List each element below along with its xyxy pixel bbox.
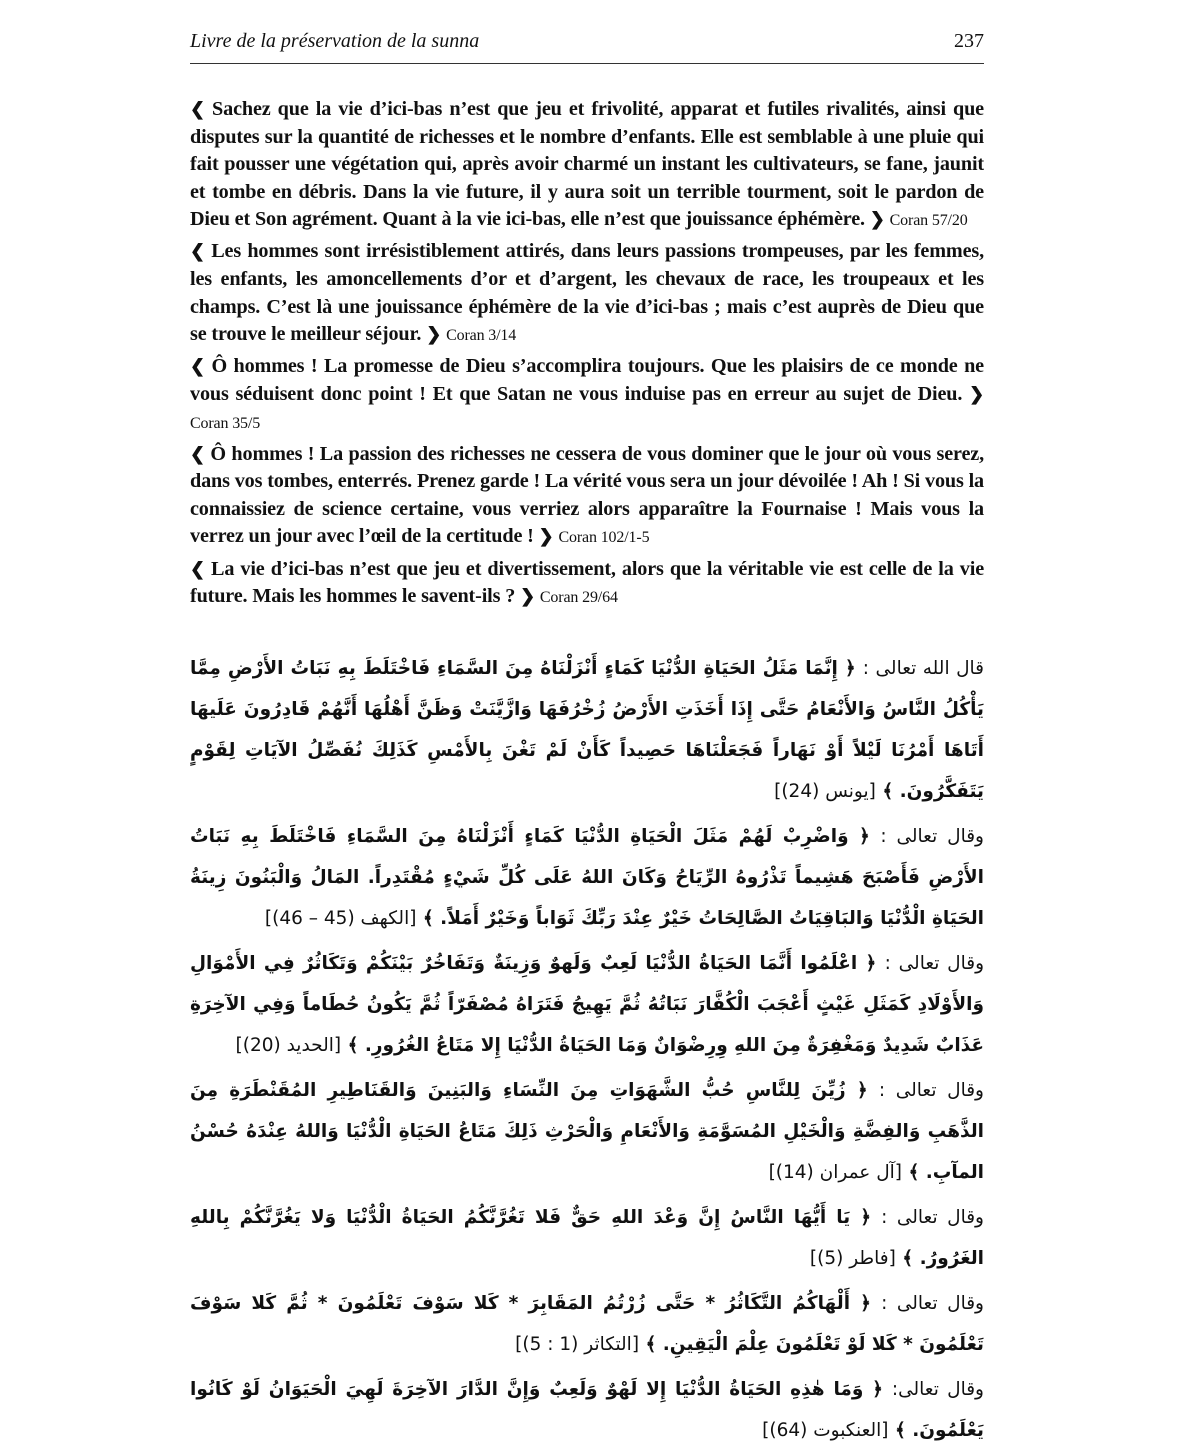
verse-reference: Coran 35/5 <box>190 414 261 432</box>
verse-text: ﴿ وَاضْرِبْ لَهُمْ مَثَلَ الْحَيَاةِ الدُّنْيَا كَمَاءٍ أَنْزَلْنَاهُ مِنَ السَّمَاءِ فَاخْتَلَطَ بِهِ نَبَاتُ الأَرْضِ فَأَصْبَحَ هَشِيماً تَذْرُوهُ الرِّيَاحُ وَكَانَ اللهُ عَلَى كُلِّ شَيْءٍ مُقْتَدِراً. المَالُ وَالْبَنُونَ زِينَةُ الحَيَاةِ الْدُّنْيَا وَالبَاقِيَاتُ الصَّالِحَاتُ خَيْرٌ عِنْدَ رَبِّكَ ثَوَاباً وَخَيْرٌ أَمَلاً. ﴾ <box>190 826 984 929</box>
close-bracket-icon: ❯ <box>426 324 442 345</box>
arabic-verse <box>190 816 984 939</box>
verse-text: ﴿ زُيِّنَ لِلنَّاسِ حُبُّ الشَّهَوَاتِ مِنَ النِّسَاءِ وَالبَنِينَ وَالقَنَاطِيرِ المُقَنْطَرَةِ مِنَ الذَّهَبِ وَالفِضَّةِ وَالْخَيْلِ المُسَوَّمَةِ وَالأَنْعَامِ وَالْحَرْثِ ذَلِكَ مَتَاعُ الحَيَاةِ الْدُّنْيَا وَاللهُ عِنْدَهُ حُسْنُ المآبِ. ﴾ <box>190 1080 984 1183</box>
close-bracket-icon: ❯ <box>869 209 885 230</box>
french-verse <box>190 556 984 612</box>
verse-intro: وقال تعالى : <box>878 1080 984 1101</box>
arabic-verse <box>190 1070 984 1193</box>
verse-intro: وقال تعالى : <box>880 826 984 847</box>
open-bracket-icon: ❮ <box>190 356 205 377</box>
french-verse <box>190 353 984 437</box>
verse-source: [العنكبوت (64)] <box>762 1420 889 1441</box>
running-header <box>190 30 984 60</box>
open-bracket-icon: ❮ <box>190 99 205 119</box>
verse-text: La vie d’ici-bas n’est que jeu et divertissement, alors que la véritable vie est celle de la vie future. Mais les hommes le savent-ils ? <box>190 557 984 608</box>
verse-text: ﴿ أَلْهَاكُمُ التَّكَاثُرُ * حَتَّى زُرْتُمُ المَقَابِرَ * كَلا سَوْفَ تَعْلَمُونَ * ثُمَّ كَلا سَوْفَ تَعْلَمُونَ * كَلا لَوْ تَعْلَمُونَ عِلْمَ الْيَقِينِ. ﴾ <box>190 1293 984 1355</box>
verse-text: Ô hommes ! La promesse de Dieu s’accomplira toujours. Que les plaisirs de ce monde ne vous séduisent donc point ! Et que Satan ne vous induise pas en erreur au sujet de Dieu. <box>190 355 984 405</box>
verse-text: Les hommes sont irrésistiblement attirés, dans leurs passions trompeuses, par les femmes, les enfants, les amoncellements d’or et d’argent, les chevaux de race, les troupeaux et les champs. C’est là une jouissance éphémère de la vie d’ici-bas ; mais c’est auprès de Dieu que se trouve le meilleur séjour. <box>190 240 984 346</box>
verse-reference: Coran 3/14 <box>446 327 517 345</box>
verse-text: ﴿ اعْلَمُوا أَنَّمَا الحَيَاةُ الدُّنْيَا لَعِبٌ وَلَهوٌ وَزِينَةٌ وَتَفَاخُرٌ بَيْنَكُمْ وَتَكَاثُرٌ فِي الأَمْوَالِ وَالأَوْلَادِ كَمَثَلِ غَيْثٍ أَعْجَبَ الْكُفَّارَ نَبَاتُهُ ثُمَّ يَهِيجُ فَتَرَاهُ مُصْفَرّاً ثُمَّ يَكُونُ حُطَاماً وَفِي الآخِرَةِ عَذَابٌ شَدِيدٌ وَمَغْفِرَةٌ مِنَ اللهِ وِرِضْوَانٌ وَمَا الحَيَاةُ الدُّنْيَا إِلا مَتَاعُ الغُرُورِ. ﴾ <box>190 953 984 1056</box>
arabic-verse <box>190 1283 984 1365</box>
french-verse <box>190 96 984 235</box>
close-bracket-icon: ❯ <box>538 526 554 547</box>
verse-reference: Coran 57/20 <box>889 212 968 230</box>
verse-intro: وقال تعالى : <box>881 1293 984 1314</box>
verse-intro: قال الله تعالى : <box>862 658 984 679</box>
open-bracket-icon: ❮ <box>190 443 205 464</box>
open-bracket-icon: ❮ <box>190 241 205 262</box>
verse-intro: وقال تعالى: <box>891 1379 984 1400</box>
close-bracket-icon: ❯ <box>520 586 535 607</box>
arabic-verses-block <box>190 648 984 1455</box>
verse-text: Sachez que la vie d’ici-bas n’est que jeu et frivolité, apparat et futiles rivalités, ainsi que disputes sur la quantité de richesses et le nombre d’enfants. Elle est semblable à une pluie qui fait pousser une végétation qui, après avoir charmé un instant les cultivateurs, se fane, jaunit et tombe en débris. Dans la vie future, il y aura soit un terrible tourment, soit le pardon de Dieu et Son agrément. Quant à la vie ici-bas, elle n’est que jouissance éphémère. <box>190 98 984 231</box>
close-bracket-icon: ❯ <box>969 383 984 404</box>
arabic-verse <box>190 1369 984 1451</box>
french-translation-block <box>190 96 984 615</box>
arabic-verse <box>190 943 984 1066</box>
verse-source: [فاطر (5)] <box>809 1248 896 1269</box>
verse-source: [آل عمران (14)] <box>768 1162 902 1183</box>
verse-reference: Coran 29/64 <box>539 589 618 607</box>
verse-text: Ô hommes ! La passion des richesses ne cessera de vous dominer que le jour où vous serez, dans vos tombes, enterrés. Prenez garde ! La vérité vous sera un jour dévoilée ! Ah ! Si vous la connaissiez de science certaine, vous verriez alors apparaître la Fournaise ! Mais vous la verrez un jour avec l’œil de la certitude ! <box>190 442 984 548</box>
arabic-verse <box>190 648 984 812</box>
verse-reference: Coran 102/1-5 <box>558 529 650 547</box>
verse-intro: وقال تعالى : <box>881 1207 984 1228</box>
page-number: 237 <box>954 30 984 52</box>
verse-text: ﴿ وَمَا هٰذِهِ الحَيَاةُ الدُّنْيَا إِلا لَهْوٌ وَلَعِبٌ وَإِنَّ الدَّارَ الآخِرَةَ لَهِيَ الْحَيَوَانُ لَوْ كَانُوا يَعْلَمُونَ. ﴾ <box>190 1379 984 1441</box>
arabic-verse <box>190 1197 984 1279</box>
verse-source: [يونس (24)] <box>774 781 876 802</box>
french-verse <box>190 238 984 349</box>
verse-source: [الحديد (20)] <box>235 1035 342 1056</box>
verse-source: [الكهف (45 – 46)] <box>264 908 417 929</box>
verse-intro: وقال تعالى : <box>884 953 985 974</box>
verse-text: ﴿ إِنَّمَا مَثَلُ الحَيَاةِ الدُّنْيَا كَمَاءٍ أَنْزَلْنَاهُ مِنَ السَّمَاءِ فَاخْتَلَطَ بِهِ نَبَاتُ الأَرْضِ مِمَّا يَأْكُلُ النَّاسُ وَالأَنْعَامُ حَتَّى إِذَا أَخَذَتِ الأَرْضُ زُخْرُفَهَا وَازَّيَّنَتْ وَظَنَّ أَهْلُهَا أَنَّهُمْ قَادِرُونَ عَلَيهَا أَتَاهَا أَمْرُنَا لَيْلاً أَوْ نَهَاراً فَجَعَلْنَاهَا حَصِيداً كَأَنْ لَمْ تَغْنَ بِالأَمْسِ كَذَلِكَ نُفَصِّلُ الآيَاتِ لِقَوْمٍ يَتَفَكَّرُونَ. ﴾ <box>190 658 984 802</box>
verse-source: [التكاثر (1 : 5)] <box>515 1334 640 1355</box>
verse-text: ﴿ يَا أَيُّهَا النَّاسُ إِنَّ وَعْدَ اللهِ حَقٌّ فَلا تَغُرَّنَّكُمُ الحَيَاةُ الْدُّنْيَا وَلا يَغُرَّنَّكُمْ بِاللهِ الغَرُورُ. ﴾ <box>190 1207 984 1269</box>
french-verse <box>190 441 984 552</box>
open-bracket-icon: ❮ <box>190 558 205 579</box>
header-rule <box>190 63 984 64</box>
running-title: Livre de la préservation de la sunna <box>190 30 480 52</box>
